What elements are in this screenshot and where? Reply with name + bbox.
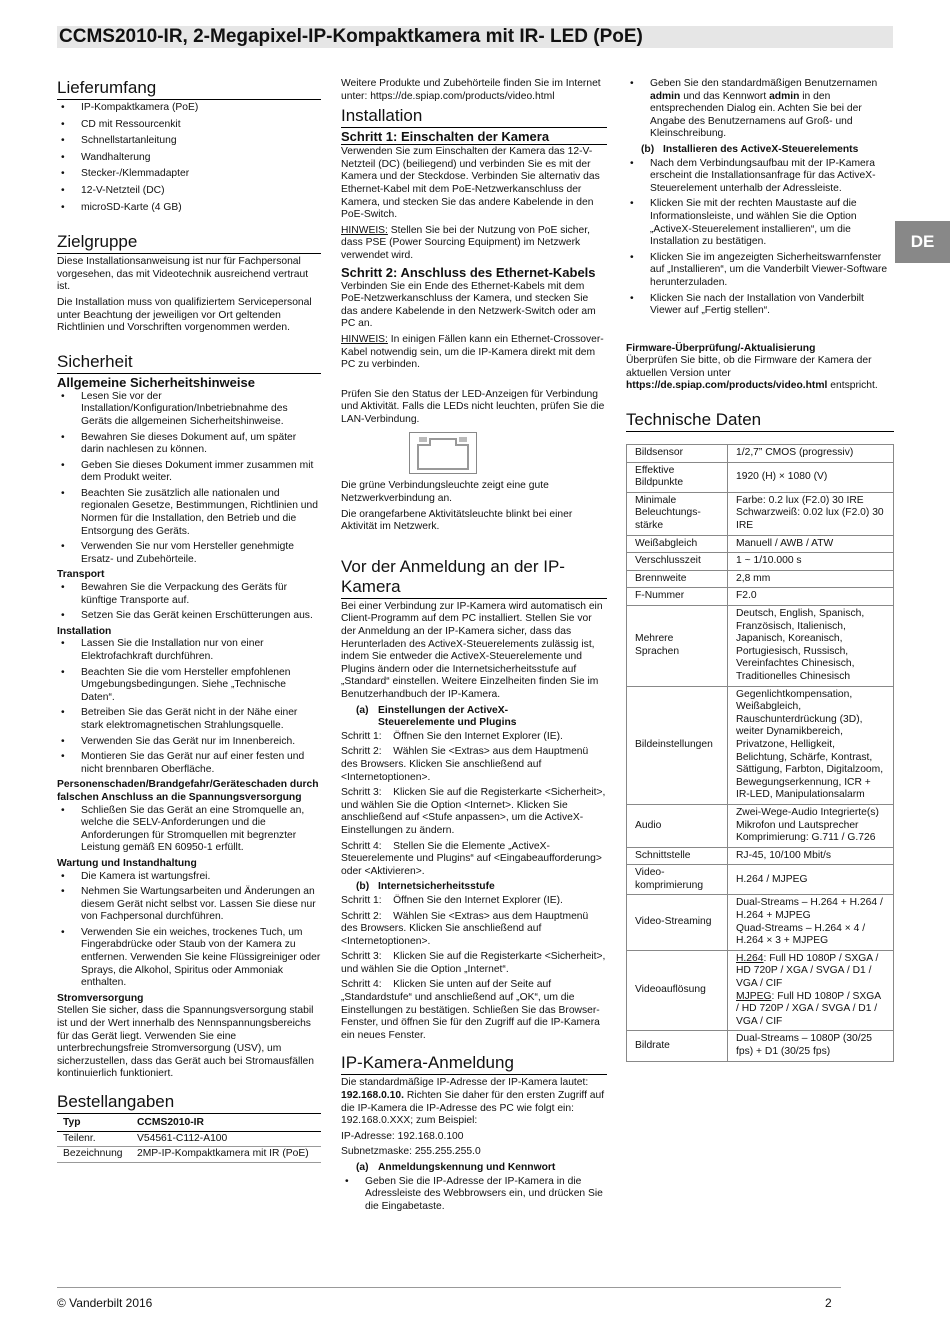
list-item: • CD mit Ressourcenkit	[57, 119, 321, 132]
spec-key: Weißabgleich	[627, 535, 728, 553]
list-item: • Montieren Sie das Gerät nur auf einer festen und nicht brennbaren Oberfläche.	[57, 751, 321, 776]
sub-title: Installieren des ActiveX-Steuerelements	[663, 143, 859, 155]
spec-key: Minimale Beleuchtungs-stärke	[627, 492, 728, 535]
list-item: • Stecker-/Klemmadapter	[57, 168, 321, 181]
bestellangaben-heading: Bestellangaben	[57, 1092, 321, 1114]
order-key: Bezeichnung	[57, 1147, 131, 1163]
subnet-line: Subnetzmaske: 255.255.255.0	[341, 1146, 481, 1158]
spec-key: Schnittstelle	[627, 847, 728, 865]
security-steps	[341, 895, 607, 1043]
login-list	[341, 1176, 607, 1214]
schritt-1-paragraph: Verwenden Sie zum Einschalten der Kamera das 12-V-Netzteil (DC) (beiliegend) und verbinden Sie es mit der Kamera und der Steckdose. Verbinden Sie alternativ das Ethernet-Kabel mit dem PoE-Netzwerkanschluss der Kamera, und stecken Sie das andere Kabelende in den PoE-Switch.	[341, 146, 600, 221]
led-green-icon	[419, 437, 427, 442]
text: und das Kennwort	[680, 90, 770, 102]
firmware-paragraph	[626, 355, 894, 393]
activex-steps	[341, 731, 607, 879]
list-item: • Wandhalterung	[57, 152, 321, 165]
mjpeg-res: : Full HD 1080P / SXGA / HD 720P / XGA / SVGA / D1 / VGA / CIF	[736, 990, 881, 1027]
zielgruppe-paragraph-1: Diese Installationsanweisung ist nur für Fachpersonal vorgesehen, das mit Videotechnik ausreichend vertraut ist.	[57, 256, 309, 293]
installation-safety-list	[57, 638, 321, 776]
table-row	[627, 606, 894, 687]
language-tab: DE	[895, 221, 950, 263]
schritt-2-note	[341, 334, 607, 372]
h264-res: : Full HD 1080P / SXGA / HD 720P / XGA / SVGA / D1 / VGA / CIF	[736, 952, 879, 990]
led-orange-icon	[459, 437, 467, 442]
table-row	[627, 588, 894, 606]
personenschaden-list	[57, 805, 321, 855]
spec-key: F-Nummer	[627, 588, 728, 606]
h264-label: H.264	[736, 952, 764, 964]
ip-address-line: IP-Adresse: 192.168.0.100	[341, 1130, 464, 1142]
list-item: • Verwenden Sie ein weiches, trockenes Tuch, um Fingerabdrücke oder Staub von der Kamera zu entfernen. Verwenden Sie keine Flüssigreiniger oder Sprays, die Alkohol, Spiritus oder Ammoniak enthalten.	[57, 927, 321, 990]
order-head-value: CCMS2010-IR	[131, 1116, 321, 1131]
vor-anmeldung-paragraph: Bei einer Verbindung zur IP-Kamera wird automatisch ein Client-Programm auf dem PC installiert. Stellen Sie vor der Anmeldung an der IP-Kamera sicher, dass das Herunterladen des ActiveX-Steuerelements zulässig ist, indem Sie entweder die ActiveX-Steuerelemente und Plugins ändern oder die Internetsicherheitsstufe auf „Standard“ einstellen. Weitere Einzelheiten finden Sie im Benutzerhandbuch der IP-Kamera.	[341, 600, 603, 700]
list-item: • IP-Kompaktkamera (PoE)	[57, 102, 321, 115]
table-row	[57, 1131, 321, 1147]
transport-heading: Transport	[57, 569, 105, 581]
list-item: • Betreiben Sie das Gerät nicht in der Nähe einer stark elektromagnetischen Strahlungsquelle.	[57, 707, 321, 732]
order-table-head	[57, 1116, 321, 1131]
activex-install-subheading	[626, 144, 894, 157]
step-item: Schritt 2: Wählen Sie <Extras> aus dem Hauptmenü des Browsers. Klicken Sie anschließend auf <Internetoptionen>.	[341, 910, 592, 947]
list-item: • Beachten Sie die vom Hersteller empfohlenen Umgebungsbedingungen. Siehe „Technische Daten“.	[57, 667, 321, 705]
schritt-2-paragraph: Verbinden Sie ein Ende des Ethernet-Kabels mit dem PoE-Netzwerkanschluss der Kamera, und stecken Sie das andere Kabelende in den Netzwerk-Switch oder am PC an.	[341, 280, 596, 330]
zielgruppe-paragraph-2: Die Installation muss von qualifiziertem Servicepersonal unter Beachtung der jeweiligen vor Ort geltenden Richtlinien und Vorschriften vorgenommen werden.	[57, 296, 312, 334]
note-label: HINWEIS:	[341, 224, 388, 236]
spec-value: 1 ~ 1/10.000 s	[728, 553, 894, 571]
order-table	[57, 1116, 321, 1163]
schritt-2-heading: Schritt 2: Anschluss des Ethernet-Kabels	[341, 264, 596, 280]
spec-key: Mehrere Sprachen	[627, 606, 728, 687]
list-item: • Schnellstartanleitung	[57, 135, 321, 148]
table-row	[627, 462, 894, 492]
spec-value: H.264 / MJPEG	[728, 865, 894, 895]
tech-table	[626, 444, 894, 1062]
installation-heading: Installation	[341, 106, 607, 128]
sub-title: Anmeldungskennung und Kennwort	[378, 1162, 556, 1173]
spec-value: 1/2,7” CMOS (progressiv)	[728, 445, 894, 463]
list-item: • Beachten Sie zusätzlich alle nationalen und regionalen Gesetze, Bestimmungen, Richtlinien und Normen für die Installation, den Betrieb und die Entsorgung des Geräts.	[57, 488, 321, 538]
step-item: Schritt 4: Klicken Sie unten auf der Seite auf „Standardstufe“ und anschließend auf „OK“, um die Einstellungen zu bestätigen. Schließen Sie das Browser-Fenster, und öffnen Sie für den Zugriff auf die IP-Kamera ein neues Fenster.	[341, 979, 603, 1041]
step-item: Schritt 3: Klicken Sie auf die Registerkarte <Sicherheit>, und wählen Sie die Option <Internet>. Klicken Sie anschließend auf <Stufe anpassen>, um die ActiveX-Einstellungen zu ändern.	[341, 787, 609, 836]
spec-value: F2.0	[728, 588, 894, 606]
text: entspricht.	[827, 380, 878, 392]
security-level-subheading	[341, 881, 607, 894]
schritt-1-heading: Schritt 1: Einschalten der Kamera	[341, 130, 607, 145]
step-item: Schritt 1: Öffnen Sie den Internet Explorer (IE).	[341, 730, 563, 742]
list-item: • Klicken Sie mit der rechten Maustaste auf die Informationsleiste, und wählen Sie die Option „ActiveX-Steuerelement installieren“, um die Installation zu bestätigen.	[626, 198, 894, 248]
list-item	[626, 78, 894, 141]
table-row	[627, 445, 894, 463]
spec-value: Zwei-Wege-Audio Integrierte(s) Mikrofon und Lautsprecher Komprimierung: G.711 / G.726	[728, 804, 894, 847]
spec-key: Videoauflösung	[627, 950, 728, 1031]
list-item: • Lesen Sie vor der Installation/Konfiguration/Inbetriebnahme des Geräts die allgemeinen Sicherheitshinweise.	[57, 391, 321, 429]
column-1	[57, 78, 321, 1163]
sub-label: (a)	[356, 704, 369, 716]
spec-key: Brennweite	[627, 570, 728, 588]
list-item: • Bewahren Sie die Verpackung des Geräts für künftige Transporte auf.	[57, 582, 321, 607]
order-head-key: Typ	[57, 1116, 131, 1131]
table-row	[627, 950, 894, 1031]
list-item: • microSD-Karte (4 GB)	[57, 202, 321, 215]
spec-value: Gegenlichtkompensation, Weißabgleich, Rauschunterdrückung (3D), weiter Dynamikbereich, Privatzone, Helligkeit, Belichtung, Schärfe, Kontrast, Sättigung, Farbton, Digitalzoom, Bewegungserkennung, ICR + IR-LED, Manipulationsalarm	[728, 686, 894, 804]
spec-value: Deutsch, English, Spanisch, Französisch, Italienisch, Japanisch, Koreanisch, Portugiesisch, Russisch, Vereinfachtes Chinesisch, Traditionelles Chinesisch	[728, 606, 894, 687]
sicherheit-heading: Sicherheit	[57, 352, 321, 374]
anmeldung-heading: IP-Kamera-Anmeldung	[341, 1053, 607, 1075]
spec-key: Video-komprimierung	[627, 865, 728, 895]
order-key: Teilenr.	[57, 1131, 131, 1147]
table-row	[627, 1031, 894, 1061]
list-item: • Setzen Sie das Gerät keinen Erschütterungen aus.	[57, 610, 321, 623]
document-title: CCMS2010-IR, 2-Megapixel-IP-Kompaktkamera mit IR- LED (PoE)	[59, 26, 643, 47]
firmware-url: https://de.spiap.com/products/video.html	[626, 380, 828, 392]
default-username: admin	[650, 90, 681, 102]
spec-value: 2,8 mm	[728, 570, 894, 588]
spec-key: Video-Streaming	[627, 895, 728, 950]
list-item: • Nehmen Sie Wartungsarbeiten und Änderungen an diesem Gerät nicht selbst vor. Lassen Sie diese nur von Fachpersonal durchführen.	[57, 886, 321, 924]
installation-safety-heading: Installation	[57, 625, 112, 637]
list-item: • Verwenden Sie das Gerät nur im Innenbereich.	[57, 736, 321, 749]
note-label: HINWEIS:	[341, 333, 388, 345]
spec-key: Bildrate	[627, 1031, 728, 1061]
spec-key: Audio	[627, 804, 728, 847]
sub-title: Internetsicherheitsstufe	[378, 881, 495, 893]
list-item: • Schließen Sie das Gerät an eine Stromquelle an, welche die SELV-Anforderungen und die Anforderungen für Stromquellen mit begrenzter Leistung gemäß EN 60950-1 erfüllt.	[57, 805, 321, 855]
lan-port-illustration	[409, 432, 477, 474]
allgemeine-heading: Allgemeine Sicherheitshinweise	[57, 374, 255, 390]
list-item: • Die Kamera ist wartungsfrei.	[57, 871, 321, 884]
spec-key: Effektive Bildpunkte	[627, 462, 728, 492]
spec-key: Bildeinstellungen	[627, 686, 728, 804]
wartung-list	[57, 871, 321, 990]
activex-settings-subheading	[341, 705, 607, 730]
text: Geben Sie den standardmäßigen Benutzernamen	[650, 78, 878, 89]
vor-anmeldung-heading: Vor der Anmeldung an der IP-Kamera	[341, 557, 607, 599]
spec-value: Dual-Streams – H.264 + H.264 / H.264 + MJPEG Quad-Streams – H.264 × 4 / H.264 × 3 + MJPEG	[728, 895, 894, 950]
led-paragraph: Prüfen Sie den Status der LED-Anzeigen für Verbindung und Aktivität. Falls die LEDs nicht leuchten, prüfen Sie die LAN-Verbindung.	[341, 388, 605, 425]
table-row	[627, 686, 894, 804]
activex-install-list	[626, 158, 894, 318]
stromversorgung-paragraph: Stellen Sie sicher, dass die Spannungsversorgung stabil ist und der Wert innerhalb des Nennspannungsbereichs für das Gerät liegt. Verwenden Sie eine unterbrechungsfreie Stromversorgung (USV), um sicherzustellen, dass das Gerät auch bei Stromausfällen kontinuierlich funktioniert.	[57, 1005, 314, 1080]
spec-value: Manuell / AWB / ATW	[728, 535, 894, 553]
list-item: • Bewahren Sie dieses Dokument auf, um später darin nachlesen zu können.	[57, 432, 321, 457]
title-bar	[57, 26, 893, 48]
copyright: © Vanderbilt 2016	[57, 1296, 153, 1310]
firmware-heading: Firmware-Überprüfung/-Aktualisierung	[626, 342, 816, 354]
list-item: • Klicken Sie nach der Installation von Vanderbilt Viewer auf „Fertig stellen“.	[626, 293, 894, 318]
transport-list	[57, 582, 321, 623]
step-item: Schritt 4: Stellen Sie die Elemente „ActiveX-Steuerelemente und Plugins“ auf <Eingabeaufforderung> oder <Aktivieren>.	[341, 840, 605, 877]
step-item: Schritt 3: Klicken Sie auf die Registerkarte <Sicherheit>, und wählen Sie die Option „Internet“.	[341, 951, 609, 975]
table-row	[627, 535, 894, 553]
table-row	[627, 895, 894, 950]
list-item: • Verwenden Sie nur vom Hersteller genehmigte Ersatz- und Zubehörteile.	[57, 541, 321, 566]
sub-label: (b)	[356, 881, 370, 893]
ethernet-port-icon	[410, 433, 476, 473]
page-number: 2	[825, 1296, 832, 1310]
text: Überprüfen Sie bitte, ob die Firmware der Kamera der aktuellen Version unter	[626, 355, 872, 379]
table-row	[627, 847, 894, 865]
text: Richten Sie daher für den ersten Zugriff auf die IP-Kamera die IP-Adresse des PC wie folgt ein: 192.168.0.XXX; zum Beispiel:	[341, 1090, 605, 1127]
table-row	[627, 553, 894, 571]
lieferumfang-heading: Lieferumfang	[57, 78, 321, 100]
stromversorgung-heading: Stromversorgung	[57, 992, 144, 1004]
list-item: • Geben Sie die IP-Adresse der IP-Kamera in die Adressleiste des Webbrowsers ein, und drücken Sie die Eingabetaste.	[341, 1176, 607, 1214]
step-item: Schritt 1: Öffnen Sie den Internet Explorer (IE).	[341, 894, 563, 906]
lieferumfang-list	[57, 102, 321, 214]
column-2	[341, 78, 607, 1216]
list-item: • Klicken Sie im angezeigten Sicherheitswarnfenster auf „Installieren“, um die Vanderbilt Viewer-Software herunterzuladen.	[626, 252, 894, 290]
note-text: Stellen Sie bei der Nutzung von PoE sicher, dass PSE (Power Sourcing Equipment) im Netzwerk verwendet wird.	[341, 224, 590, 261]
orange-led-paragraph: Die orangefarbene Aktivitätsleuchte blinkt bei einer Aktivität im Netzwerk.	[341, 508, 573, 533]
login-subheading	[341, 1162, 607, 1175]
note-text: In einigen Fällen kann ein Ethernet-Crossover-Kabel notwendig sein, um die IP-Kamera direkt mit dem PC zu verbinden.	[341, 333, 604, 371]
default-password: admin	[769, 90, 800, 102]
spec-value: Dual-Streams – 1080P (30/25 fps) + D1 (30/25 fps)	[728, 1031, 894, 1061]
table-row	[627, 804, 894, 847]
text: Die standardmäßige IP-Adresse der IP-Kamera lautet:	[341, 1077, 589, 1089]
sub-title: Einstellungen der ActiveX-Steuerelemente und Plugins	[378, 704, 517, 729]
schritt-1-note	[341, 225, 607, 263]
table-row	[627, 570, 894, 588]
spec-value: RJ-45, 10/100 Mbit/s	[728, 847, 894, 865]
text: in den entsprechenden Dialog ein. Achten Sie bei der Angabe des Benutzernamens auf Groß- und Kleinschreibung.	[650, 90, 862, 140]
step-item: Schritt 2: Wählen Sie <Extras> aus dem Hauptmenü des Browsers. Klicken Sie anschließend auf <Internetoptionen>.	[341, 746, 592, 783]
sub-label: (a)	[356, 1162, 369, 1173]
table-row	[627, 492, 894, 535]
order-value: V54561-C112-A100	[131, 1131, 321, 1147]
personenschaden-heading: Personenschaden/Brandgefahr/Geräteschaden durch falschen Anschluss an die Spannungsversorgung	[57, 779, 319, 803]
default-ip: 192.168.0.10.	[341, 1090, 404, 1102]
list-item: • Lassen Sie die Installation nur von einer Elektrofachkraft durchführen.	[57, 638, 321, 663]
spec-key: Verschlusszeit	[627, 553, 728, 571]
order-value: 2MP-IP-Kompaktkamera mit IR (PoE)	[131, 1147, 321, 1163]
table-row	[57, 1147, 321, 1163]
anmeldung-paragraph	[341, 1077, 607, 1127]
spec-value: Farbe: 0.2 lux (F2.0) 30 IRE Schwarzweiß: 0.02 lux (F2.0) 30 IRE	[728, 492, 894, 535]
zielgruppe-heading: Zielgruppe	[57, 232, 321, 254]
spec-value	[728, 950, 894, 1031]
table-row	[627, 865, 894, 895]
footer-divider	[57, 1287, 841, 1288]
spec-value: 1920 (H) × 1080 (V)	[728, 462, 894, 492]
list-item: • Geben Sie dieses Dokument immer zusammen mit dem Produkt weiter.	[57, 460, 321, 485]
list-item: • 12-V-Netzteil (DC)	[57, 185, 321, 198]
wartung-heading: Wartung und Instandhaltung	[57, 857, 197, 869]
list-item: • Nach dem Verbindungsaufbau mit der IP-Kamera erscheint die Installationsanfrage für das ActiveX-Steuerelement unterhalb der Adressleiste.	[626, 158, 894, 196]
mjpeg-label: MJPEG	[736, 990, 772, 1002]
column-3	[626, 78, 894, 1062]
spec-key: Bildsensor	[627, 445, 728, 463]
intro-paragraph: Weitere Produkte und Zubehörteile finden Sie im Internet unter: https://de.spiap.com/products/video.html	[341, 78, 601, 102]
general-safety-list	[57, 391, 321, 567]
credentials-list	[626, 78, 894, 141]
green-led-paragraph: Die grüne Verbindungsleuchte zeigt eine gute Netzwerkverbindung an.	[341, 480, 549, 505]
tech-heading: Technische Daten	[626, 410, 894, 432]
sub-label: (b)	[641, 143, 655, 155]
